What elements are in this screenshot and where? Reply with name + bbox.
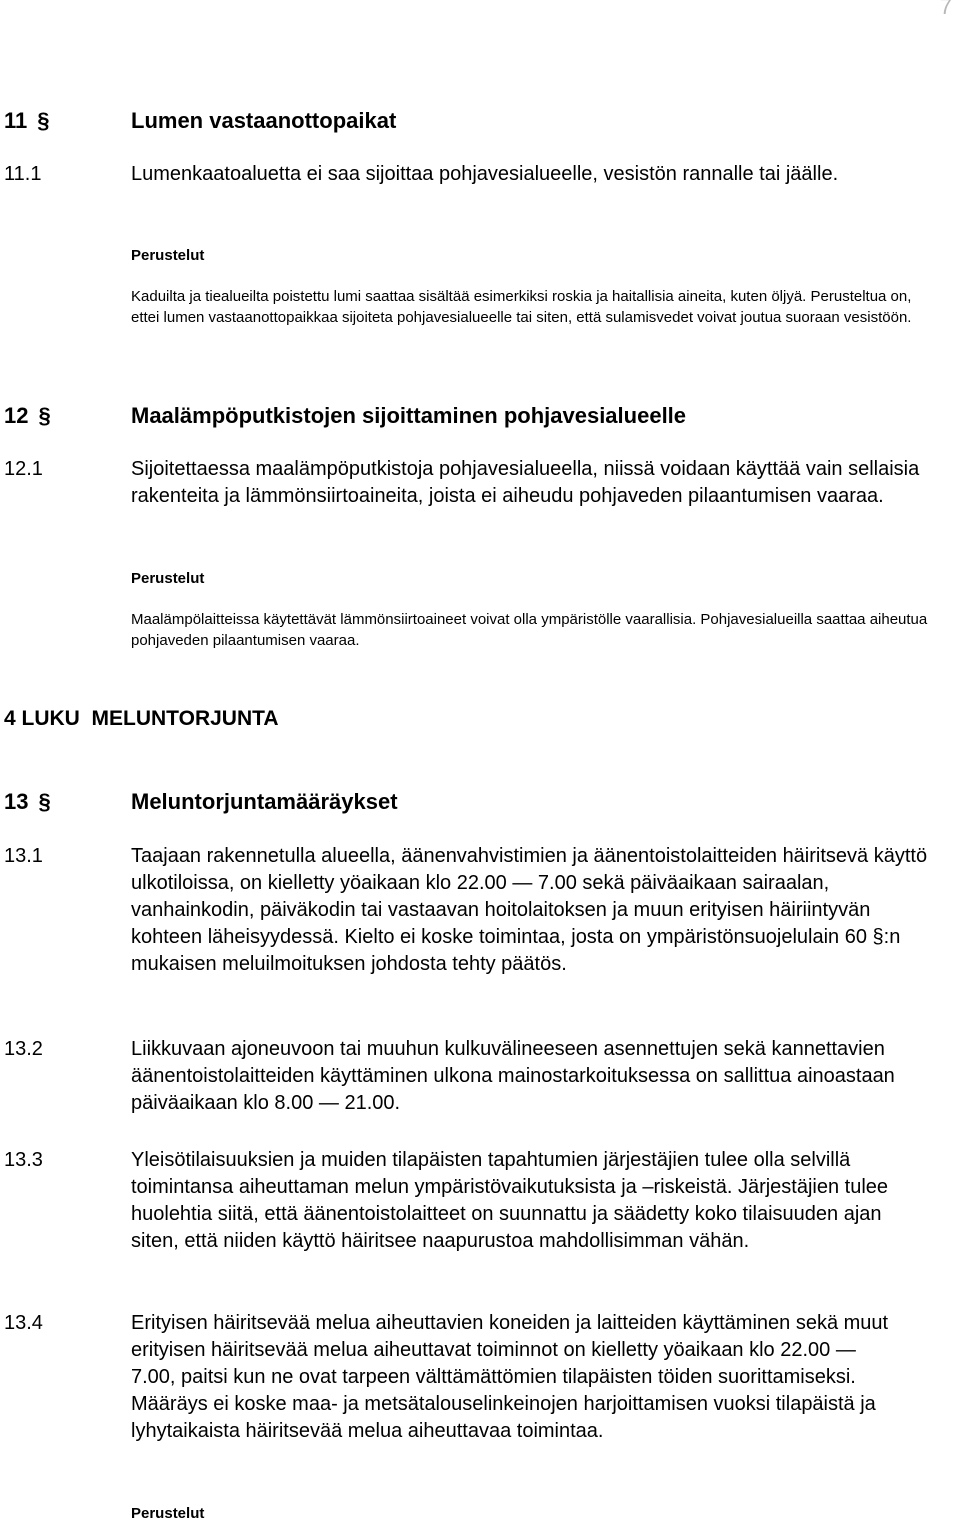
section-13-title: Meluntorjuntamääräykset [131,789,398,814]
section-sign: § [38,403,51,428]
item-13-4-number: 13.4 [4,1312,43,1334]
rationale-heading-12: Perustelut [131,570,205,587]
rationale-heading-13: Perustelut [131,1505,205,1522]
section-11-number: 11 § [4,108,50,133]
section-12-title: Maalämpöputkistojen sijoittaminen pohjavesialueelle [131,403,687,428]
section-sign: § [37,108,50,133]
item-13-1-number: 13.1 [4,845,43,867]
chapter-title: MELUNTORJUNTA [91,707,279,730]
rationale-text-11: Kaduilta ja tiealueilta poistettu lumi saattaa sisältää esimerkiksi roskia ja haitallisia aineita, kuten öljyä. Perusteltua on, ettei lumen vastaanottopaikkaa sijoiteta pohjavesialueelle tai siten, että sulamisvedet voivat joutua suoraan vesistöön. [131,288,912,326]
item-12-1-text: Sijoitettaessa maalämpöputkistoja pohjavesialueella, niissä voidaan käyttää vain sellaisia rakenteita ja lämmönsiirtoaineita, joista ei aiheudu pohjaveden pilaantumisen vaaraa. [131,458,920,507]
item-11-1-number: 11.1 [4,163,42,185]
chapter-heading [4,706,279,732]
item-13-2-number: 13.2 [4,1038,43,1060]
item-12-1-number: 12.1 [4,458,43,480]
item-13-4-text: Erityisen häiritsevää melua aiheuttavien koneiden ja laitteiden käyttäminen sekä muut erityisen häiritsevää melua aiheuttavat toiminnot on kielletty yöaikaan klo 22.00 — 7.00, paitsi kun ne ovat tarpeen välttämättömien tilapäisten töiden suorittamiseksi. Määräys ei koske maa- ja metsätalouselinkeinojen harjoittamisen vuoksi tilapäistä ja lyhytaikaista häiritsevää melua aiheuttavaa toimintaa. [131,1312,889,1442]
item-13-3-text: Yleisötilaisuuksien ja muiden tilapäisten tapahtumien järjestäjien tulee olla selvillä toimintansa aiheuttaman melun ympäristövaikutuksista ja –riskeistä. Järjestäjien tulee huolehtia siitä, että äänentoistolaitteet on suunnattu ja säädetty koko tilaisuuden ajan siten, että niiden käyttö häiritsee naapurustoa mahdollisimman vähän. [131,1149,889,1252]
rationale-text-12: Maalämpölaitteissa käytettävät lämmönsiirtoaineet voivat olla ympäristölle vaarallisia. Pohjavesialueilla saattaa aiheutua pohjaveden pilaantumisen vaaraa. [131,611,928,649]
section-sign: § [38,789,51,814]
page-number: 7 [939,0,952,19]
section-11-title: Lumen vastaanottopaikat [131,108,397,133]
item-13-3-number: 13.3 [4,1149,43,1171]
item-13-2-text: Liikkuvaan ajoneuvoon tai muuhun kulkuvälineeseen asennettujen sekä kannettavien äänentoistolaitteiden käyttäminen ulkona mainostarkoituksessa on sallittua ainoastaan päiväaikaan klo 8.00 — 21.00. [131,1038,895,1114]
item-13-1-text: Taajaan rakennetulla alueella, äänenvahvistimien ja äänentoistolaitteiden häiritsevä käyttö ulkotiloissa, on kielletty yöaikaan klo 22.00 — 7.00 sekä päiväaikaan sairaalan, vanhainkodin, päiväkodin tai vastaavan hoitolaitoksen ja muun erityisen häiriintyvän kohteen läheisyydessä. Kielto ei koske toimintaa, josta on ympäristönsuojelulain 60 §:n mukaisen meluilmoituksen johdosta tehty päätös. [131,845,928,975]
item-11-1-text: Lumenkaatoaluetta ei saa sijoittaa pohjavesialueelle, vesistön rannalle tai jäälle. [131,163,839,185]
chapter-label: 4 LUKU [4,707,80,730]
section-13-number: 13 § [4,789,51,814]
section-12-number: 12 § [4,403,51,428]
rationale-heading-11: Perustelut [131,247,205,264]
